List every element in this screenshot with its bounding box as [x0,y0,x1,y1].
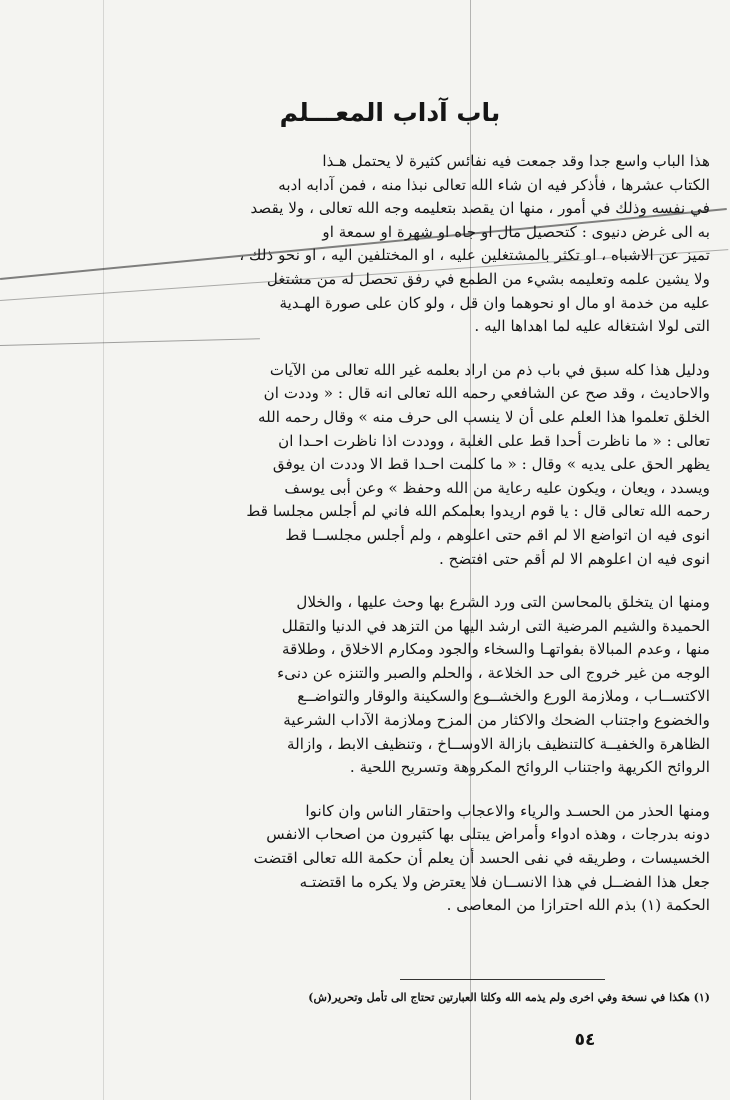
text-line: الحميدة والشيم المرضية التى ارشد اليها من التزهد في الدنيا والتقلل [281,616,710,635]
text-line: ولا يشين علمه وتعليمه بشيء من الطمع في رفق تحصل له من مشتغل [266,269,710,288]
text-line: هذا الباب واسع جدا وقد جمعت فيه نفائس كثيرة لا يحتمل هـذا [322,152,710,170]
text-line: منها ، وعدم المبالاة بفواتهـا والسخاء والجود ومكارم الاخلاق ، وطلاقة [281,640,710,659]
text-line: ويسدد ، ويعان ، ويكون عليه رعاية من الله وحفظ » وعن أبى يوسف [284,478,710,497]
footnote-divider [400,979,605,980]
text-line: ودليل هذا كله سبق في باب ذم من اراد بعلمه غير الله تعالى من الآيات [269,360,710,379]
text-line: انوى فيه ان اعلوهم الا لم أقم حتى افتضح . [439,549,710,568]
text-line: ومنها الحذر من الحسـد والرياء والاعجاب واحتقار الناس وان كانوا [305,801,710,820]
chapter-title: باب آداب المعـــلم [279,98,501,127]
text-line: والاحاديث ، وقد صح عن الشافعي رحمه الله تعالى انه قال : « وددت ان [263,384,710,403]
text-line: ومنها ان يتخلق بالمحاسن التى ورد الشرع بها وحث عليها ، والخلال [296,593,710,612]
text-line: الحكمة (١) بذم الله احترازا من المعاصى . [446,896,710,915]
body-text [98,150,710,938]
text-line: الروائح الكريهة واجتناب الروائح المكروهة وتسريح اللحية . [349,758,710,777]
text-line: به الى غرض دنيوى : كتحصيل مال او جاه او شهرة او سمعة او [322,222,710,241]
text-line: دونه بدرجات ، وهذه ادواء وأمراض يبتلى بها كثيرون من اصحاب الانفس [266,825,710,844]
text-line: التى لولا اشتغاله عليه لما اهداها اليه . [474,317,710,336]
footnote: (١) هكذا في نسخة وفي اخرى ولم يذمه الله وكلتا العبارتين تحتاج الى تأمل وتحرير(ش) [308,991,710,1004]
text-line: في نفسه وذلك في أمور ، منها ان يقصد بتعليمه وجه الله تعالى ، ولا يقصد [250,199,710,218]
text-line: الاكتســاب ، وملازمة الورع والخشــوع والسكينة والوقار والتواضــع [297,687,710,706]
text-line: الوجه من غير خروج الى حد الخلاعة ، والحلم والصبر والتنزه عن دنىء [277,663,710,682]
paragraph [98,591,710,780]
paragraph [98,800,710,918]
text-line: يظهر الحق على يديه » وقال : « ما كلمت احـدا قط الا وددت ان يوفق [272,455,710,474]
text-line: الخسيسات ، وطريقه في نفى الحسد أن يعلم أن حكمة الله تعالى اقتضت [253,849,710,868]
paragraph [98,359,710,571]
text-line: والخضوع واجتناب الضحك والاكثار من المزح وملازمة الآداب الشرعية [283,711,710,730]
paragraph [98,150,710,339]
text-line: رحمه الله تعالى قال : يا قوم اريدوا بعلمكم الله فاني لم أجلس مجلسا قط [246,502,710,521]
text-line: الخلق تعلموا هذا العلم على أن لا ينسب الى حرف منه » وقال رحمه الله [257,407,710,426]
text-line: تعالى : « ما ناظرت أحدا قط على الغلبة ، ووددت اذا ناظرت احـدا ان [278,431,710,450]
text-line: جعل هذا الفضــل في هذا الانســان فلا يعترض ولا يكره ما اقتضتـه [299,872,710,891]
text-line: تميز عن الاشباه ، او تكثر بالمشتغلين عليه ، او المختلفين اليه ، او نحو ذلك ، [239,246,710,265]
text-line: عليه من خدمة او مال او نحوهما وان قل ، ولو كان على صورة الهـدية [279,293,710,312]
text-line: انوى فيه ان اتواضع الا لم اقم حتى اعلوهم ، ولم أجلس مجلســا قط [285,525,710,544]
page-number: ٥٤ [574,1030,596,1050]
text-line: الظاهرة والخفيــة كالتنظيف بازالة الاوســاخ ، وتنظيف الابط ، وازالة [287,734,710,753]
text-line: الكتاب عشرها ، فأذكر فيه ان شاء الله تعالى نبذا منه ، فمن آدابه ادبه [278,175,710,194]
